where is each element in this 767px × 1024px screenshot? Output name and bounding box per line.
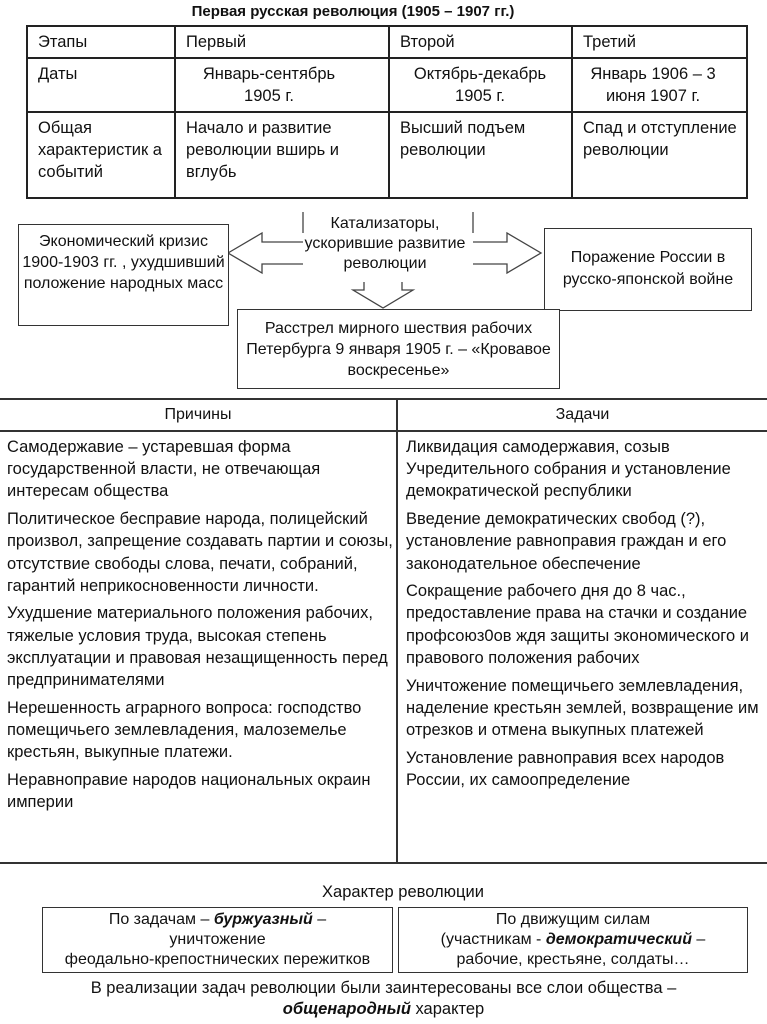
list-item: Ухудшение материального положения рабочих, тяжелые условия труда, высокая степень эксплуатации и правовая незащищенность перед предпринимателями: [7, 604, 388, 690]
table-cell: Второй: [389, 26, 572, 58]
list-item: Установление равноправия всех народов России, их самоопределение: [406, 748, 725, 789]
character-right-line3: рабочие, крестьяне, солдаты…: [456, 951, 690, 968]
character-left-line3: феодально-крепостнических пережитков: [64, 951, 371, 968]
list-item: Введение демократических свобод (?), установление равноправия граждан и его законодательное обеспечение: [406, 510, 727, 573]
character-by-forces: [398, 907, 748, 973]
catalyst-economic-crisis: Экономический кризис 1900-1903 гг. , ухудшивший положение народных масс: [18, 224, 229, 326]
list-item: Политическое бесправие народа, полицейский произвол, запрещение создавать партии и союзы, отсутствие свободы слова, печати, собраний, гарантий неприкосновенности личности.: [7, 510, 393, 595]
divider: [396, 398, 398, 862]
list-item: Нерешенность аграрного вопроса: господство помещичьего землевладения, малоземелье крестьян, выкупные платежи.: [7, 698, 362, 762]
table-cell: Общая характеристик а событий: [27, 112, 175, 198]
reasons-list: [7, 436, 393, 819]
table-cell: Третий: [572, 26, 747, 58]
divider: [0, 398, 767, 400]
divider: [0, 862, 767, 864]
table-cell: Даты: [27, 58, 175, 112]
catalyst-war-defeat: Поражение России в русско-японской войне: [544, 228, 752, 311]
character-title: Характер революции: [322, 883, 484, 901]
character-by-tasks: [42, 907, 393, 973]
table-cell: Январь-сентябрь 1905 г.: [175, 58, 389, 112]
list-item: Самодержавие – устаревшая форма государственной власти, не отвечающая интересам общества: [7, 438, 321, 501]
character-right-line2: (участникам - демократический –: [440, 931, 706, 948]
divider: [0, 430, 767, 432]
catalysts-title: Катализаторы, ускорившие развитие революции: [304, 215, 466, 272]
character-summary-line1: В реализации задач революции были заинтересованы все слои общества –: [90, 979, 677, 997]
list-item: Неравноправие народов национальных окраин империи: [7, 770, 371, 812]
list-item: Ликвидация самодержавия, созыв Учредительного собрания и установление демократической республики: [406, 438, 731, 501]
catalyst-bloody-sunday: Расстрел мирного шествия рабочих Петербурга 9 января 1905 г. – «Кровавое воскресенье»: [237, 309, 560, 389]
table-cell: Спад и отступление революции: [572, 112, 747, 198]
character-summary: [0, 978, 767, 1020]
page-title: Первая русская революция (1905 – 1907 гг.): [191, 3, 515, 20]
reasons-header: Причины: [164, 406, 232, 423]
character-left-line2: уничтожение: [169, 931, 266, 948]
tasks-header: Задачи: [555, 406, 610, 423]
table-cell: Октябрь-декабрь 1905 г.: [389, 58, 572, 112]
table-cell: Январь 1906 – 3 июня 1907 г.: [572, 58, 747, 112]
table-cell: Высший подъем революции: [389, 112, 572, 198]
character-summary-line2: общенародный характер: [282, 1000, 485, 1018]
list-item: Уничтожение помещичьего землевладения, наделение крестьян землей, возвращение им отрезков и отмена выкупных платежей: [406, 676, 759, 739]
character-left-line1: По задачам – буржуазный –: [108, 911, 327, 928]
table-cell: Этапы: [27, 26, 175, 58]
table-cell: Первый: [175, 26, 389, 58]
tasks-list: [406, 436, 762, 797]
list-item: Сокращение рабочего дня до 8 час., предоставление права на стачки и создание профсоюз0ов ждя защиты экономического и правового положения рабочих: [406, 582, 749, 667]
table-cell: Начало и развитие революции вширь и вглубь: [175, 112, 389, 198]
character-right-line1: По движущим силам: [495, 911, 651, 928]
